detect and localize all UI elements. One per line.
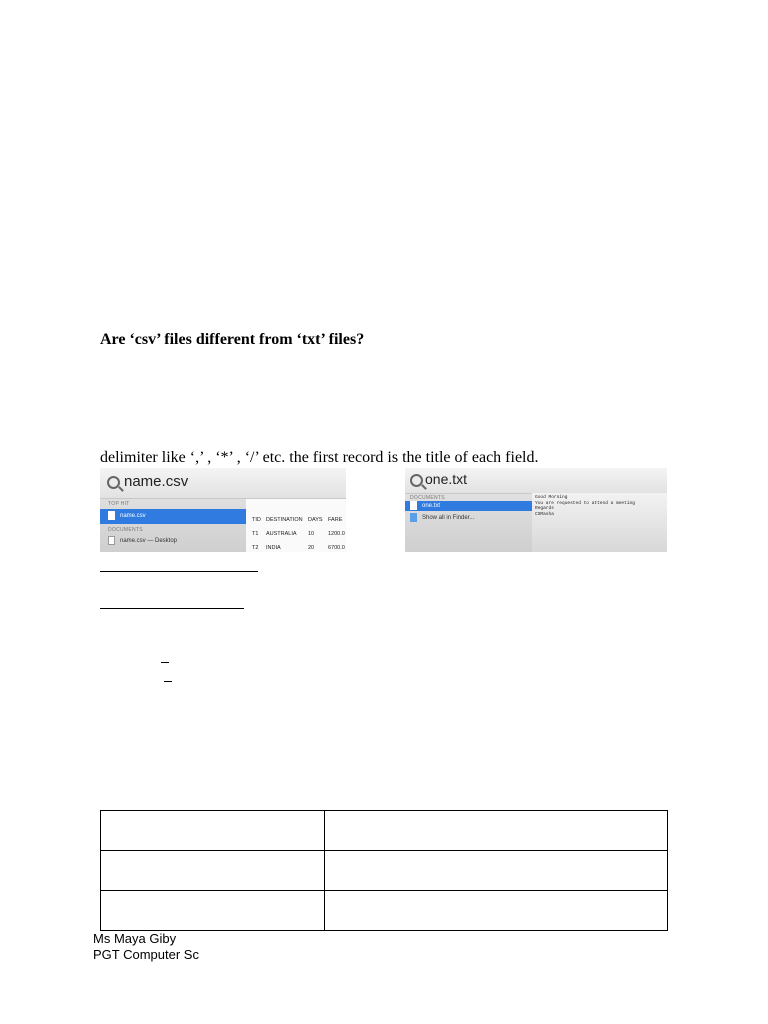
table-cell bbox=[101, 811, 325, 851]
result-label: name.csv — Desktop bbox=[120, 538, 178, 545]
search-icon bbox=[410, 474, 423, 487]
table-cell bbox=[325, 891, 668, 931]
file-icon bbox=[108, 511, 115, 520]
table-cell: 1200.0 bbox=[328, 531, 345, 537]
table-row bbox=[101, 851, 668, 891]
file-icon bbox=[410, 501, 417, 510]
dash-mark bbox=[164, 681, 172, 682]
table-cell: INDIA bbox=[266, 545, 281, 551]
preview-pane bbox=[246, 499, 346, 552]
table-cell: 6700.0 bbox=[328, 545, 345, 551]
search-bar bbox=[405, 468, 667, 494]
result-label: name.csv bbox=[120, 513, 146, 519]
table-cell: T2 bbox=[252, 545, 259, 551]
file-icon bbox=[108, 536, 115, 545]
table-cell bbox=[101, 851, 325, 891]
search-bar bbox=[100, 468, 346, 499]
footer-author-designation: PGT Computer Sc bbox=[93, 947, 199, 962]
result-txt-file bbox=[405, 501, 532, 511]
preview-line: Good Morning bbox=[535, 495, 568, 500]
comparison-table bbox=[100, 810, 668, 931]
result-label: one.txt bbox=[422, 503, 441, 510]
table-cell bbox=[101, 891, 325, 931]
section-label-documents: DOCUMENTS bbox=[410, 495, 445, 501]
table-cell: AUSTRALIA bbox=[266, 531, 297, 537]
table-header: FARE bbox=[328, 517, 343, 523]
table-row bbox=[101, 891, 668, 931]
preview-line: Regards bbox=[535, 506, 554, 511]
body-text-delimiter: delimiter like ‘,’ , ‘*’ , ‘/’ etc. the first record is the title of each field. bbox=[100, 449, 539, 466]
table-header: TID bbox=[252, 517, 261, 523]
search-icon bbox=[107, 476, 120, 489]
table-row bbox=[101, 811, 668, 851]
txt-preview-text bbox=[535, 495, 635, 517]
table-header: DAYS bbox=[308, 517, 323, 523]
section-label-documents: DOCUMENTS bbox=[108, 527, 143, 533]
table-row bbox=[252, 536, 345, 552]
table-cell bbox=[325, 851, 668, 891]
table-header: DESTINATION bbox=[266, 517, 303, 523]
search-query: one.txt bbox=[425, 471, 468, 487]
search-query: name.csv bbox=[124, 473, 189, 490]
footer-author-name: Ms Maya Giby bbox=[93, 931, 177, 946]
question-heading: Are ‘csv’ files different from ‘txt’ files? bbox=[100, 331, 365, 348]
underline-rule bbox=[100, 571, 258, 572]
result-label: Show all in Finder... bbox=[422, 515, 475, 522]
dash-mark bbox=[161, 662, 169, 663]
result-document bbox=[108, 536, 177, 546]
table-cell: 20 bbox=[308, 545, 315, 551]
table-cell: T1 bbox=[252, 531, 259, 537]
preview-line: You are requested to attend a meeting bbox=[535, 500, 635, 506]
preview-line: CSMasha bbox=[535, 511, 554, 517]
table-cell bbox=[325, 811, 668, 851]
section-label-top-hit: TOP HIT bbox=[108, 501, 130, 507]
preview-pane bbox=[532, 493, 667, 552]
underline-rule bbox=[100, 608, 244, 609]
csv-spotlight-screenshot bbox=[100, 468, 346, 552]
result-top-hit bbox=[100, 509, 246, 524]
txt-spotlight-screenshot bbox=[405, 468, 667, 552]
finder-icon bbox=[410, 513, 417, 522]
result-show-in-finder bbox=[410, 513, 474, 523]
table-cell: 10 bbox=[308, 531, 315, 537]
